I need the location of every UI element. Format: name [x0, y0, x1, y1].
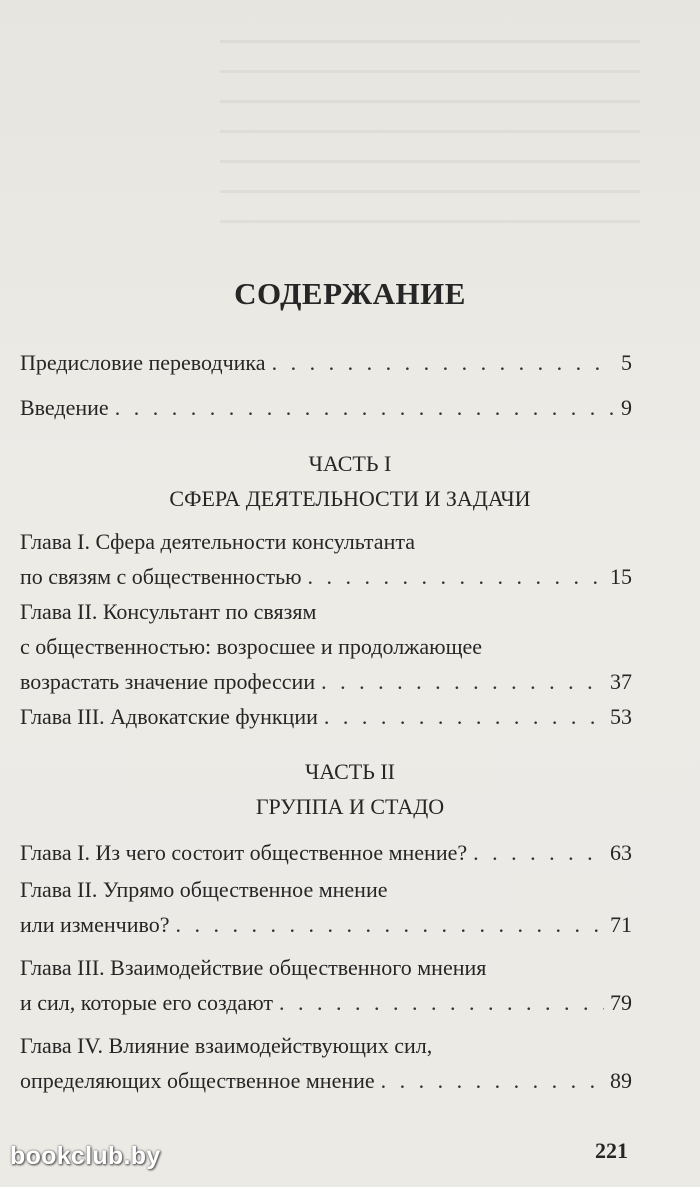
toc-entry-text: или изменчиво?	[20, 912, 170, 937]
toc-entry-line: Глава IV. Влияние взаимодействующих сил,	[20, 1033, 433, 1058]
toc-entry-chapter	[20, 524, 632, 594]
toc-entry-chapter	[20, 835, 632, 870]
toc-page-number: 71	[610, 912, 632, 937]
show-through-text	[220, 40, 640, 240]
leader-dots	[324, 699, 604, 734]
toc-entry-text: Предисловие переводчика	[20, 350, 266, 375]
part-heading: ЧАСТЬ II	[305, 759, 395, 784]
toc-page-number: 37	[610, 669, 632, 694]
toc-entry-line: Глава I. Сфера деятельности консультанта	[20, 529, 415, 554]
toc-page-number: 9	[621, 395, 632, 420]
toc-entry-text: определяющих общественное мнение	[20, 1068, 375, 1093]
toc-page-number: 53	[610, 704, 632, 729]
toc-title: СОДЕРЖАНИЕ	[234, 276, 466, 311]
part-heading: ЧАСТЬ I	[308, 451, 392, 476]
leader-dots	[321, 664, 604, 699]
leader-dots	[308, 559, 604, 594]
toc-entry-chapter	[20, 699, 632, 734]
leader-dots	[175, 907, 604, 942]
toc-page-number: 63	[610, 840, 632, 865]
toc-entry-text: Глава I. Из чего состоит общественное мнение?	[20, 840, 468, 865]
toc-entry-line: Глава III. Взаимодействие общественного мнения	[20, 955, 487, 980]
leader-dots	[279, 985, 604, 1020]
part-subtitle: СФЕРА ДЕЯТЕЛЬНОСТИ И ЗАДАЧИ	[169, 486, 531, 511]
toc-entry-text: возрастать значение профессии	[20, 669, 316, 694]
leader-dots	[381, 1063, 604, 1098]
toc-entry-text: по связям с общественностью	[20, 564, 302, 589]
toc-page-number: 79	[610, 990, 632, 1015]
leader-dots	[115, 390, 615, 425]
toc-entry-preface	[20, 345, 632, 380]
toc-entry-text: Введение	[20, 395, 109, 420]
toc-entry-text: Глава III. Адвокатские функции	[20, 704, 318, 729]
toc-entry-chapter	[20, 950, 632, 1020]
toc-page-number: 15	[610, 564, 632, 589]
toc-entry-chapter	[20, 594, 632, 699]
toc-entry-line: Глава II. Упрямо общественное мнение	[20, 877, 388, 902]
toc-entry-text: и сил, которые его создают	[20, 990, 273, 1015]
toc-page-number: 89	[610, 1068, 632, 1093]
toc-page-number: 5	[621, 350, 632, 375]
page-number: 221	[595, 1138, 628, 1163]
toc-entry-line: с общественностью: возросшее и продолжающее	[20, 634, 483, 659]
part-subtitle: ГРУППА И СТАДО	[255, 794, 445, 819]
toc-entry-chapter	[20, 872, 632, 942]
toc-entry-chapter	[20, 1028, 632, 1098]
watermark: bookclub.by	[10, 1142, 161, 1170]
leader-dots	[272, 345, 615, 380]
toc-entry-line: Глава II. Консультант по связям	[20, 599, 317, 624]
toc-entry-introduction	[20, 390, 632, 425]
leader-dots	[473, 835, 604, 870]
